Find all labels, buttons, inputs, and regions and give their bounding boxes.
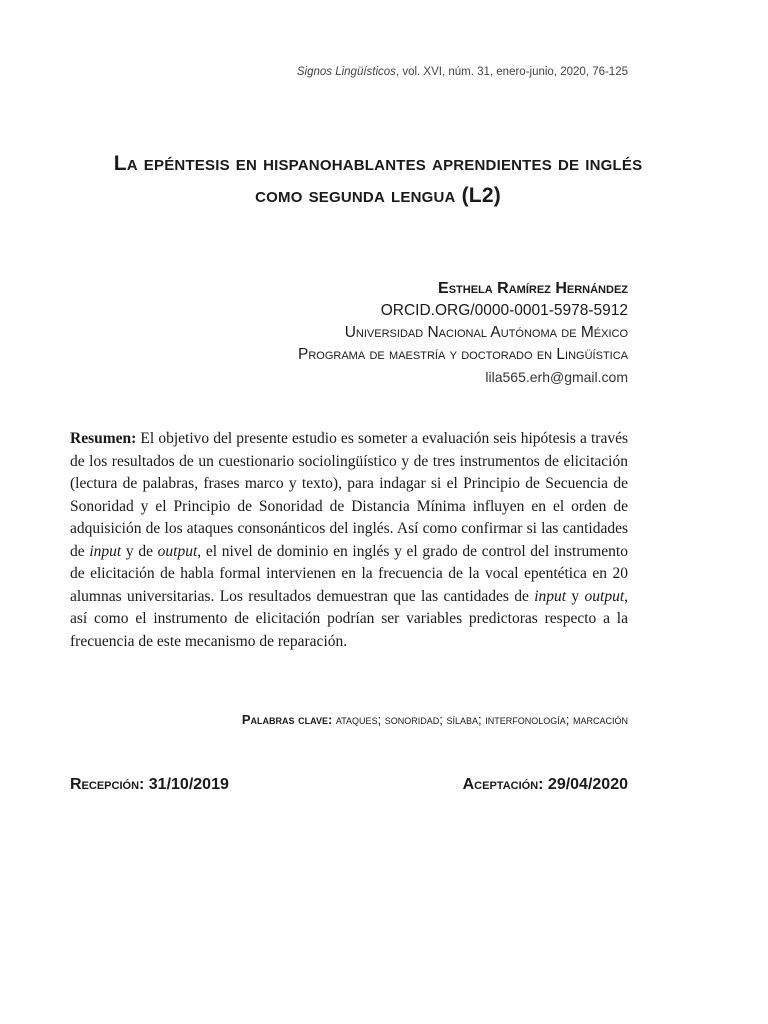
abstract — [70, 428, 628, 653]
journal-details: , vol. XVI, núm. 31, enero-junio, 2020, 76-125 — [395, 66, 628, 78]
keywords-label: Palabras clave: — [241, 712, 333, 727]
keywords-values: ataques; sonoridad; sílaba; interfonología; marcación — [332, 712, 628, 727]
author-university: Universidad Nacional Autónoma de México — [344, 324, 628, 341]
abstract-text-4: y — [566, 587, 585, 605]
article-title — [60, 148, 696, 212]
date-received: Recepción: 31/10/2019 — [70, 776, 229, 793]
abstract-label: Resumen: — [70, 430, 137, 447]
term-input-2: input — [534, 587, 567, 605]
title-line-2: como segunda lengua (L2) — [255, 184, 501, 207]
author-name: Esthela Ramírez Hernández — [438, 280, 628, 297]
date-accepted: Aceptación: 29/04/2020 — [462, 776, 628, 793]
abstract-text-3: el nivel de dominio en inglés y el grado de control del instrumento de elicitación de habla formal intervienen en la frecuencia de la vocal epentética en 20 alumnas universitarias. Los resultados demuestran que las cantidades de — [70, 542, 628, 605]
author-orcid: ORCID.ORG/0000-0001-5978-5912 — [380, 302, 628, 319]
author-program: Programa de maestría y doctorado en Lingüística — [297, 346, 628, 363]
keywords — [242, 712, 628, 727]
term-output: output, — [157, 542, 202, 560]
term-output-2: output — [584, 587, 625, 605]
title-line-1: La epéntesis en hispanohablantes aprendientes de inglés — [113, 152, 643, 175]
abstract-text-2: y de — [121, 542, 158, 560]
term-input: input — [89, 542, 122, 560]
journal-header — [297, 66, 628, 78]
author-email: lila565.erh@gmail.com — [485, 369, 628, 385]
abstract-text-5: , así como el instrumento de elicitación podrían ser variables predictoras respecto a la frecuencia de este mecanismo de reparación. — [70, 587, 629, 650]
journal-name: Signos Lingüísticos — [296, 66, 396, 78]
dates-row — [70, 776, 628, 794]
abstract-text-1: El objetivo del presente estudio es someter a evaluación seis hipótesis a través de los resultados de un cuestionario sociolingüístico y de tres instrumentos de elicitación (lectura de palabras, frases marco y texto), para indagar si el Principio de Secuencia de Sonoridad y el Principio de Sonoridad de Distancia Mínima influyen en el orden de adquisición de los ataques consonánticos del inglés. Así como confirmar si las cantidades de — [70, 430, 628, 560]
author-block — [298, 278, 628, 388]
